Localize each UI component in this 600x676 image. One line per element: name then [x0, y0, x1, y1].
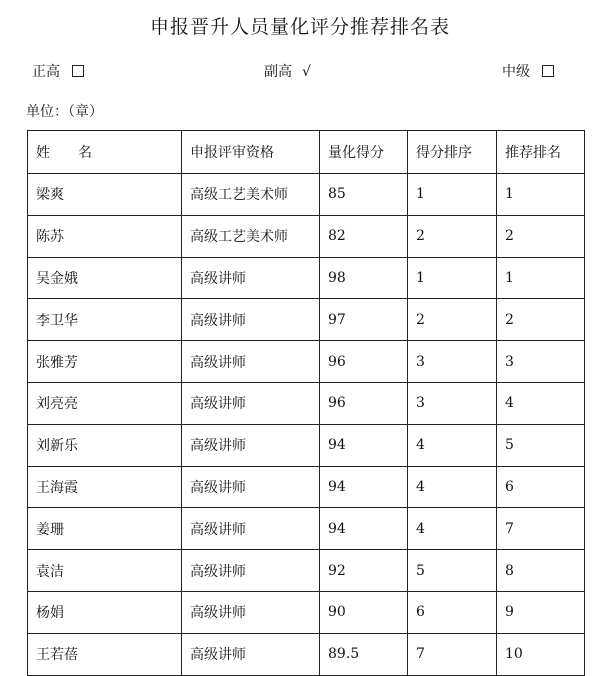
cell-qualification: 高级讲师 — [182, 508, 320, 550]
header-name: 姓 名 — [28, 131, 182, 174]
header-score-order: 得分排序 — [408, 131, 497, 174]
table-row — [28, 424, 585, 466]
cell-score: 94 — [320, 424, 408, 466]
cell-recommend-rank: 6 — [497, 466, 585, 508]
cell-name: 陈苏 — [28, 215, 182, 257]
cell-score: 82 — [320, 215, 408, 257]
cell-score: 85 — [320, 174, 408, 216]
checkbox-empty-icon — [72, 65, 84, 77]
cell-score: 89.5 — [320, 633, 408, 675]
table-header-row — [28, 131, 585, 174]
cell-score-order: 7 — [408, 633, 497, 675]
cell-name: 王海霞 — [28, 466, 182, 508]
cell-score-order: 3 — [408, 341, 497, 383]
cell-name: 吴金娥 — [28, 257, 182, 299]
cell-score-order: 4 — [408, 466, 497, 508]
cell-recommend-rank: 4 — [497, 382, 585, 424]
level-option-vice-senior — [264, 61, 311, 81]
cell-score-order: 1 — [408, 257, 497, 299]
cell-recommend-rank: 7 — [497, 508, 585, 550]
page-title: 申报晋升人员量化评分推荐排名表 — [149, 16, 450, 38]
cell-recommend-rank: 10 — [497, 633, 585, 675]
header-recommend-rank: 推荐排名 — [497, 131, 585, 174]
cell-score-order: 2 — [408, 215, 497, 257]
cell-score: 98 — [320, 257, 408, 299]
cell-name: 刘新乐 — [28, 424, 182, 466]
cell-recommend-rank: 3 — [497, 341, 585, 383]
cell-qualification: 高级讲师 — [182, 257, 320, 299]
cell-name: 李卫华 — [28, 299, 182, 341]
cell-name: 王若蓓 — [28, 633, 182, 675]
check-mark: √ — [302, 64, 311, 80]
table-row — [28, 466, 585, 508]
cell-name: 姜珊 — [28, 508, 182, 550]
cell-score: 96 — [320, 382, 408, 424]
cell-recommend-rank: 2 — [497, 299, 585, 341]
cell-score-order: 6 — [408, 591, 497, 633]
checkbox-empty-icon — [542, 65, 554, 77]
cell-qualification: 高级讲师 — [182, 424, 320, 466]
cell-qualification: 高级工艺美术师 — [182, 174, 320, 216]
table-row — [28, 633, 585, 675]
cell-qualification: 高级讲师 — [182, 299, 320, 341]
cell-name: 袁洁 — [28, 550, 182, 592]
level-option-intermediate — [502, 61, 554, 81]
vice-senior-label: 副高 — [264, 64, 292, 80]
cell-qualification: 高级讲师 — [182, 466, 320, 508]
table-row — [28, 382, 585, 424]
cell-score: 90 — [320, 591, 408, 633]
cell-score: 94 — [320, 508, 408, 550]
cell-score: 96 — [320, 341, 408, 383]
header-score: 量化得分 — [320, 131, 408, 174]
intermediate-label: 中级 — [502, 64, 530, 80]
cell-qualification: 高级工艺美术师 — [182, 215, 320, 257]
level-option-senior — [32, 61, 84, 81]
cell-score: 97 — [320, 299, 408, 341]
cell-score: 94 — [320, 466, 408, 508]
cell-qualification: 高级讲师 — [182, 550, 320, 592]
cell-recommend-rank: 8 — [497, 550, 585, 592]
table-row — [28, 550, 585, 592]
table-row — [28, 257, 585, 299]
cell-recommend-rank: 5 — [497, 424, 585, 466]
cell-qualification: 高级讲师 — [182, 341, 320, 383]
cell-recommend-rank: 9 — [497, 591, 585, 633]
cell-qualification: 高级讲师 — [182, 382, 320, 424]
cell-qualification: 高级讲师 — [182, 591, 320, 633]
cell-recommend-rank: 1 — [497, 257, 585, 299]
cell-score-order: 2 — [408, 299, 497, 341]
table-row — [28, 174, 585, 216]
unit-label: 单位：（章） — [26, 104, 103, 120]
cell-name: 刘亮亮 — [28, 382, 182, 424]
cell-name: 张雅芳 — [28, 341, 182, 383]
cell-qualification: 高级讲师 — [182, 633, 320, 675]
table-row — [28, 591, 585, 633]
table-row — [28, 215, 585, 257]
senior-label: 正高 — [32, 64, 60, 80]
cell-name: 梁爽 — [28, 174, 182, 216]
cell-name: 杨娟 — [28, 591, 182, 633]
cell-score: 92 — [320, 550, 408, 592]
table-row — [28, 341, 585, 383]
header-qualification: 申报评审资格 — [182, 131, 320, 174]
table-row — [28, 508, 585, 550]
cell-score-order: 4 — [408, 424, 497, 466]
cell-score-order: 3 — [408, 382, 497, 424]
cell-score-order: 5 — [408, 550, 497, 592]
cell-score-order: 1 — [408, 174, 497, 216]
cell-recommend-rank: 2 — [497, 215, 585, 257]
cell-score-order: 4 — [408, 508, 497, 550]
cell-recommend-rank: 1 — [497, 174, 585, 216]
ranking-table — [27, 130, 585, 676]
table-row — [28, 299, 585, 341]
